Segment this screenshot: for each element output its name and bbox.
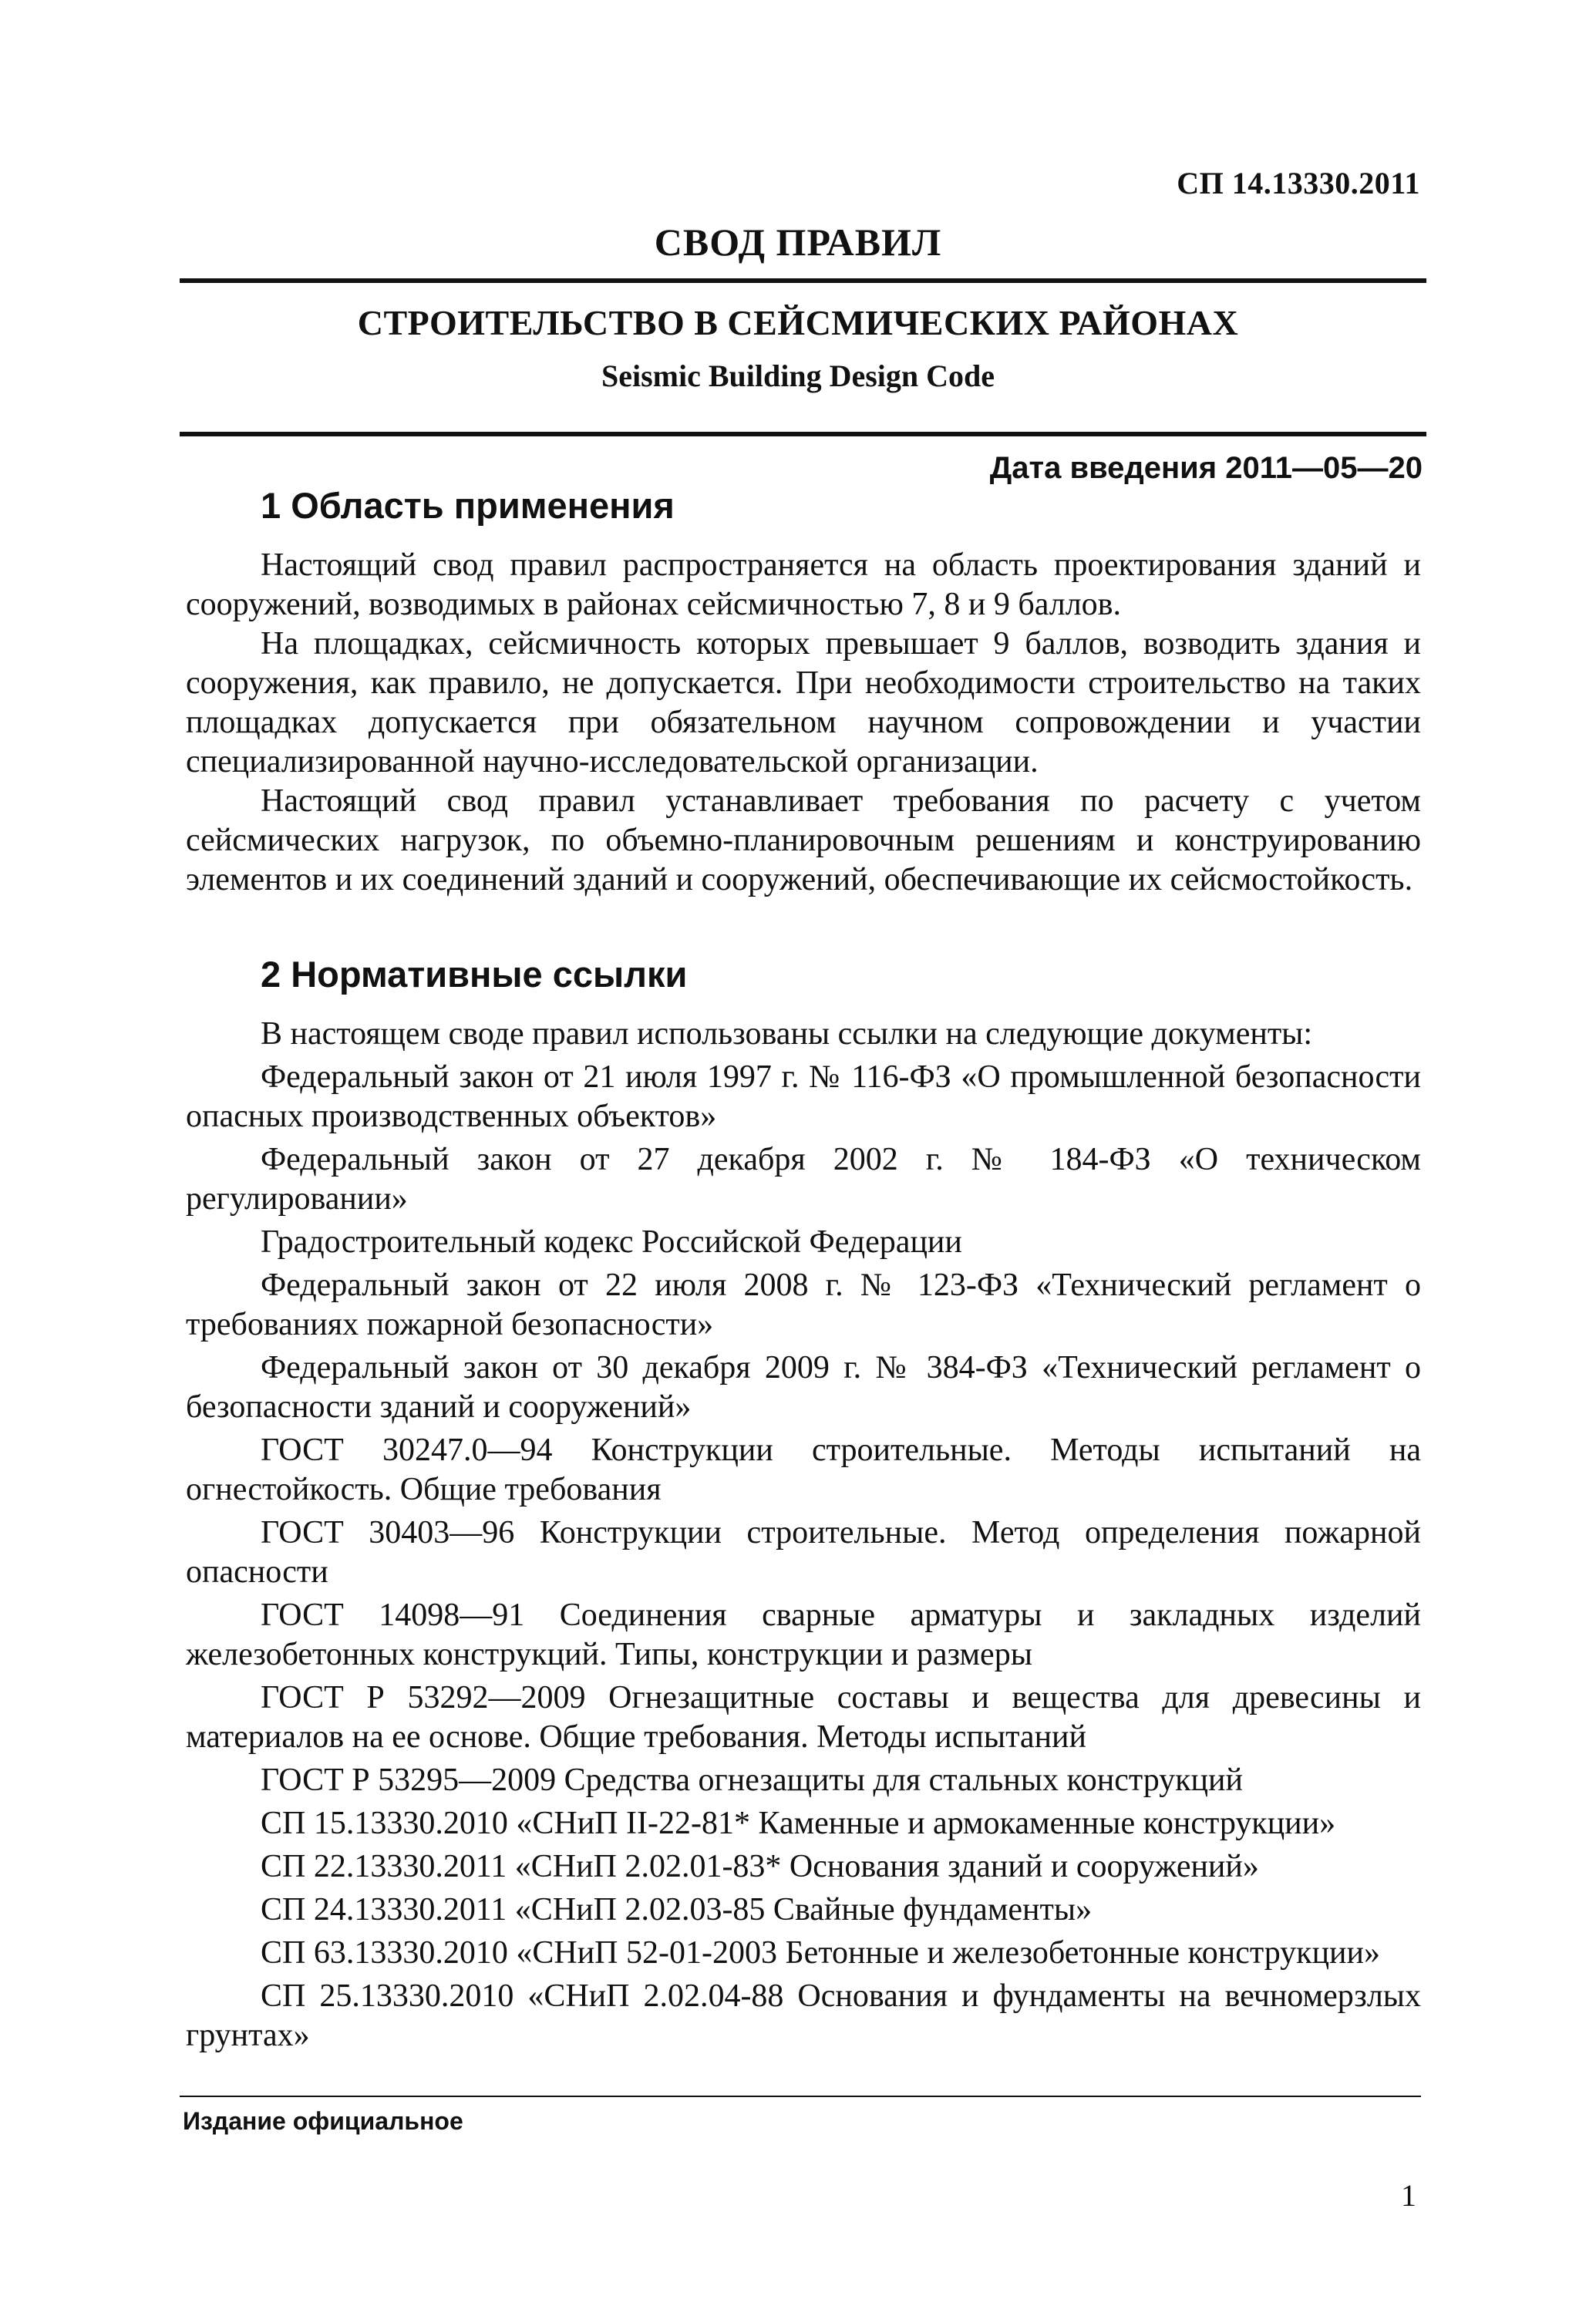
reference-item: ГОСТ Р 53292—2009 Огнезащитные составы и вещества для древесины и материалов на ее основе. Общие требования. Методы испытаний [186,1680,1421,1755]
paragraph: На площадках, сейсмичность которых превышает 9 баллов, возводить здания и сооружения, как правило, не допускается. При необходимости строительство на таких площадках допускается при обязательном научном сопровождении и участии специализированной научно-исследовательской организации. [186,626,1421,779]
document-subtitle: СТРОИТЕЛЬСТВО В СЕЙСМИЧЕСКИХ РАЙОНАХ [357,303,1239,342]
section-normative-references [186,953,1421,2059]
reference-item: Федеральный закон от 27 декабря 2002 г. № 184-ФЗ «О техническом регулировании» [186,1142,1421,1217]
reference-item: Федеральный закон от 22 июля 2008 г. № 123-ФЗ «Технический регламент о требованиях пожарной безопасности» [186,1268,1421,1342]
document-english-title: Seismic Building Design Code [601,359,995,393]
reference-item: СП 22.13330.2011 «СНиП 2.02.01-83* Основания зданий и сооружений» [261,1849,1259,1884]
reference-item: Федеральный закон от 30 декабря 2009 г. № 384-ФЗ «Технический регламент о безопасности зданий и сооружений» [186,1350,1421,1425]
reference-item: Градостроительный кодекс Российской Федерации [261,1224,962,1260]
reference-item: ГОСТ Р 53295—2009 Средства огнезащиты для стальных конструкций [261,1763,1243,1798]
reference-item: СП 25.13330.2010 «СНиП 2.02.04-88 Основания и фундаменты на вечномерзлых грунтах» [186,1978,1421,2053]
page-number: 1 [1401,2178,1416,2213]
reference-item: ГОСТ 14098—91 Соединения сварные арматуры и закладных изделий железобетонных конструкций. Типы, конструкции и размеры [186,1598,1421,1672]
reference-item: СП 15.13330.2010 «СНиП II-22-81* Каменные и армокаменные конструкции» [261,1806,1336,1841]
document-title: СВОД ПРАВИЛ [654,221,942,264]
footer-divider [180,2096,1421,2097]
document-code: СП 14.13330.2011 [1177,166,1420,200]
reference-item: ГОСТ 30247.0—94 Конструкции строительные. Методы испытаний на огнестойкость. Общие требования [186,1433,1421,1507]
reference-item: ГОСТ 30403—96 Конструкции строительные. Метод определения пожарной опасности [186,1515,1421,1590]
title-divider-bottom [180,432,1426,436]
paragraph: В настоящем своде правил использованы ссылки на следующие документы: [261,1016,1313,1052]
introduction-date: Дата введения 2011—05—20 [989,451,1423,485]
reference-item: Федеральный закон от 21 июля 1997 г. № 116-ФЗ «О промышленной безопасности опасных производственных объектов» [186,1059,1421,1134]
paragraph: Настоящий свод правил устанавливает требования по расчету с учетом сейсмических нагрузок, по объемно-планировочным решениям и конструированию элементов и их соединений зданий и сооружений, обеспечивающие их сейсмостойкость. [186,783,1421,897]
section-heading: 1 Область применения [261,485,675,526]
section-heading: 2 Нормативные ссылки [261,954,688,995]
section-scope [186,484,1421,900]
paragraph: Настоящий свод правил распространяется на область проектирования зданий и сооружений, возводимых в районах сейсмичностью 7, 8 и 9 баллов. [186,547,1421,622]
title-divider-top [180,278,1426,283]
reference-item: СП 63.13330.2010 «СНиП 52-01-2003 Бетонные и железобетонные конструкции» [261,1935,1380,1971]
reference-item: СП 24.13330.2011 «СНиП 2.02.03-85 Свайные фундаменты» [261,1892,1093,1928]
edition-note: Издание официальное [183,2107,463,2135]
